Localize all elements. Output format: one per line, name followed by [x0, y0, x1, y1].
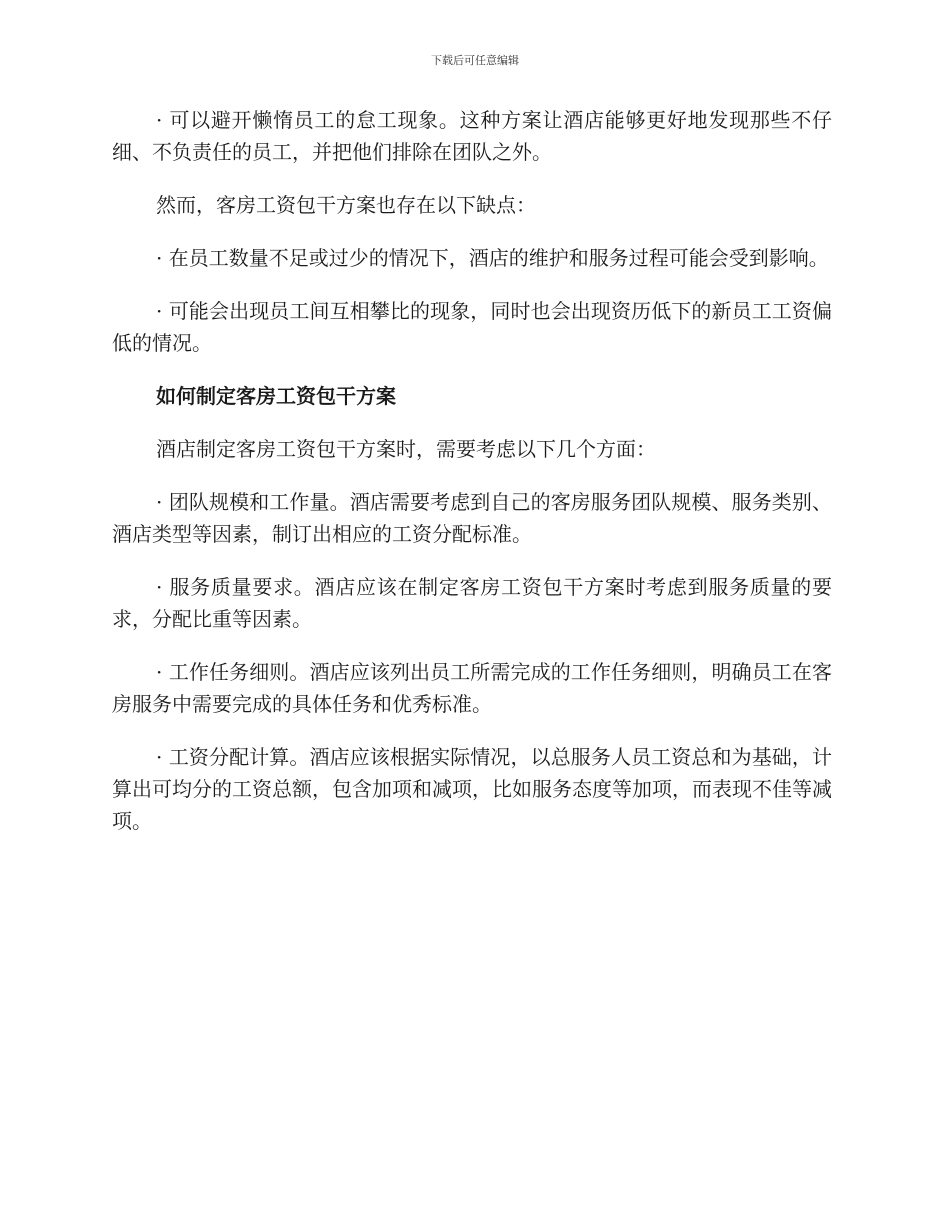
bullet-paragraph: · 可以避开懒惰员工的怠工现象。这种方案让酒店能够更好地发现那些不仔细、不负责任的员工，并把他们排除在团队之外。 [112, 108, 832, 164]
bullet-paragraph: · 可能会出现员工间互相攀比的现象，同时也会出现资历低下的新员工工资偏低的情况。 [112, 299, 832, 355]
bullet-paragraph: · 在员工数量不足或过少的情况下，酒店的维护和服务过程可能会受到影响。 [156, 246, 829, 270]
body-paragraph: 然而，客房工资包干方案也存在以下缺点： [156, 193, 536, 217]
section-heading: 如何制定客房工资包干方案 [156, 384, 396, 408]
document-body [112, 104, 832, 858]
bullet-paragraph: · 工资分配计算。酒店应该根据实际情况，以总服务人员工资总和为基础，计算出可均分的工资总额，包含加项和减项，比如服务态度等加项，而表现不佳等减项。 [112, 745, 832, 833]
bullet-paragraph: · 服务质量要求。酒店应该在制定客房工资包干方案时考虑到服务质量的要求，分配比重等因素。 [112, 575, 832, 631]
body-paragraph: 酒店制定客房工资包干方案时，需要考虑以下几个方面： [156, 437, 656, 461]
bullet-paragraph: · 团队规模和工作量。酒店需要考虑到自己的客房服务团队规模、服务类别、酒店类型等因素，制订出相应的工资分配标准。 [112, 490, 832, 546]
bullet-paragraph: · 工作任务细则。酒店应该列出员工所需完成的工作任务细则，明确员工在客房服务中需要完成的具体任务和优秀标准。 [112, 660, 832, 716]
page-header: 下载后可任意编辑 [431, 54, 519, 67]
